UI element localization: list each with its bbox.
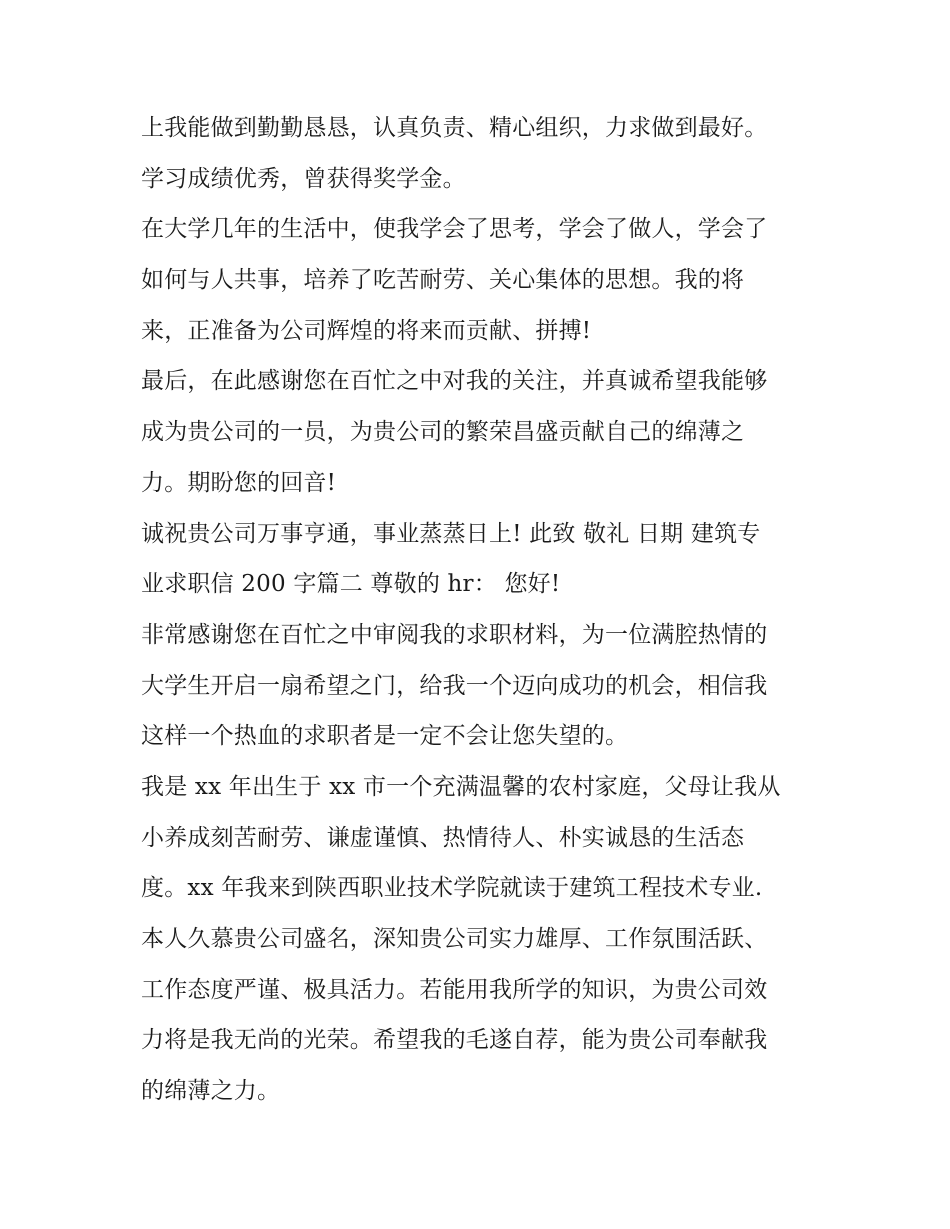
text-line: 工作态度严谨、极具活力。若能用我所学的知识，为贵公司效 <box>141 976 768 1003</box>
text-line: 力将是我无尚的光荣。希望我的毛遂自荐，能为贵公司奉献我 <box>141 1027 768 1054</box>
text-line: 诚祝贵公司万事亨通，事业蒸蒸日上! 此致 敬礼 日期 建筑专 <box>141 520 761 547</box>
text-line: 最后，在此感谢您在百忙之中对我的关注，并真诚希望我能够 <box>141 368 768 395</box>
text-line: 上我能做到勤勤恳恳，认真负责、精心组织，力求做到最好。 <box>141 115 768 141</box>
text-line: 小养成刻苦耐劳、谦虚谨慎、热情待人、朴实诚恳的生活态 <box>141 824 745 851</box>
text-line: 本人久慕贵公司盛名，深知贵公司实力雄厚、工作氛围活跃、 <box>141 926 768 952</box>
letter-body <box>141 103 821 1117</box>
text-line: 力。期盼您的回音! <box>141 469 337 496</box>
text-line: 在大学几年的生活中，使我学会了思考，学会了做人，学会了 <box>141 216 768 243</box>
text-line: 度。xx 年我来到陕西职业技术学院就读于建筑工程技术专业. <box>141 875 763 902</box>
text-line: 如何与人共事，培养了吃苦耐劳、关心集体的思想。我的将 <box>141 267 745 294</box>
text-line: 学习成绩优秀，曾获得奖学金。 <box>141 165 466 192</box>
text-line: 这样一个热血的求职者是一定不会让您失望的。 <box>141 723 629 750</box>
text-line: 非常感谢您在百忙之中审阅我的求职材料，为一位满腔热情的 <box>141 621 768 648</box>
text-line: 业求职信 200 字篇二 尊敬的 hr： 您好! <box>141 571 561 598</box>
text-line: 大学生开启一扇希望之门，给我一个迈向成功的机会，相信我 <box>141 672 768 699</box>
text-line: 成为贵公司的一员，为贵公司的繁荣昌盛贡献自己的绵薄之 <box>141 419 745 446</box>
text-line: 的绵薄之力。 <box>141 1078 281 1105</box>
text-line: 我是 xx 年出生于 xx 市一个充满温馨的农村家庭，父母让我从 <box>141 773 781 800</box>
text-line: 来，正准备为公司辉煌的将来而贡献、拼搏! <box>141 317 592 344</box>
